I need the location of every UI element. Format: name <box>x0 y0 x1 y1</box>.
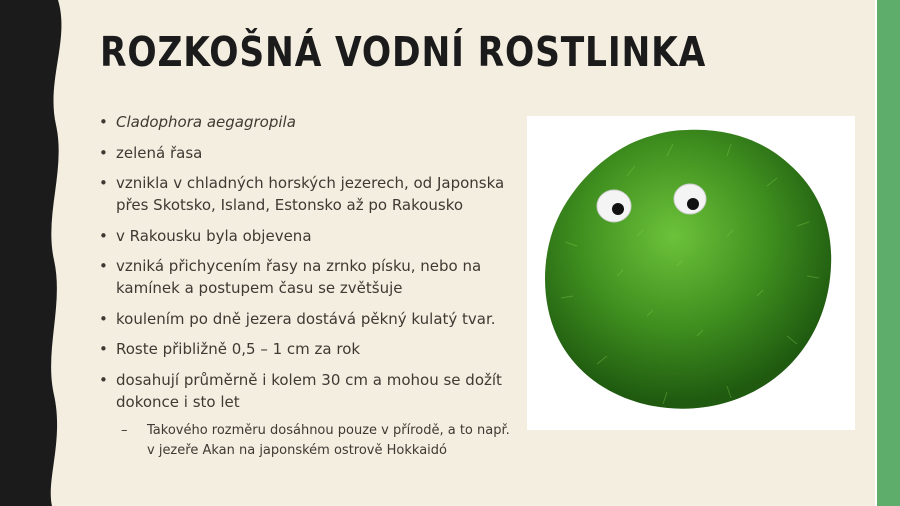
bullet-marker: • <box>99 370 108 389</box>
right-eye <box>674 184 706 214</box>
bullet-text: dosahují průměrně i kolem 30 cm a mohou se dožít dokonce i sto let <box>116 370 502 411</box>
bullet-marker: • <box>99 174 108 192</box>
bullet-marker: • <box>99 309 108 328</box>
slide-title: ROZKOŠNÁ VODNÍ ROSTLINKA <box>100 28 707 76</box>
left-wavy-band <box>0 0 80 506</box>
sub-bullet-marker: – <box>121 423 128 438</box>
bullet-item <box>99 225 519 247</box>
moss-ball <box>545 130 831 409</box>
bullet-item <box>99 338 519 360</box>
right-green-band <box>877 0 900 506</box>
bullet-item <box>99 369 519 413</box>
bullet-text: Roste přibližně 0,5 – 1 cm za rok <box>116 340 361 358</box>
bullet-text: zelená řasa <box>116 143 203 162</box>
bullet-text: vzniká přichycením řasy na zrnko písku, nebo na kamínek a postupem času se zvětšuje <box>116 257 482 297</box>
bullet-text: vznikla v chladných horských jezerech, od Japonska přes Skotsko, Island, Estonsko až po Rakousko <box>116 174 505 214</box>
bullet-text: v Rakousku byla objevena <box>116 226 312 245</box>
bullet-item <box>99 308 519 330</box>
left-eye <box>597 190 631 222</box>
bullet-list <box>99 111 519 470</box>
marimo-ball-photo <box>527 116 855 430</box>
sub-bullet-item <box>99 421 519 461</box>
bullet-marker: • <box>99 226 108 245</box>
bullet-item <box>99 255 519 299</box>
bullet-marker: • <box>99 113 108 131</box>
bullet-marker: • <box>99 257 108 275</box>
bullet-marker: • <box>99 143 108 162</box>
bullet-marker: • <box>99 340 108 358</box>
sub-bullet-text: Takového rozměru dosáhnou pouze v přírodě, a to např. v jezeře Akan na japonském ostrově Hokkaidó <box>147 423 510 458</box>
bullet-text: koulením po dně jezera dostává pěkný kulatý tvar. <box>116 309 496 328</box>
bullet-text: Cladophora aegagropila <box>116 113 296 131</box>
bullet-item <box>99 172 519 216</box>
bullet-item <box>99 111 519 133</box>
bullet-item <box>99 142 519 164</box>
